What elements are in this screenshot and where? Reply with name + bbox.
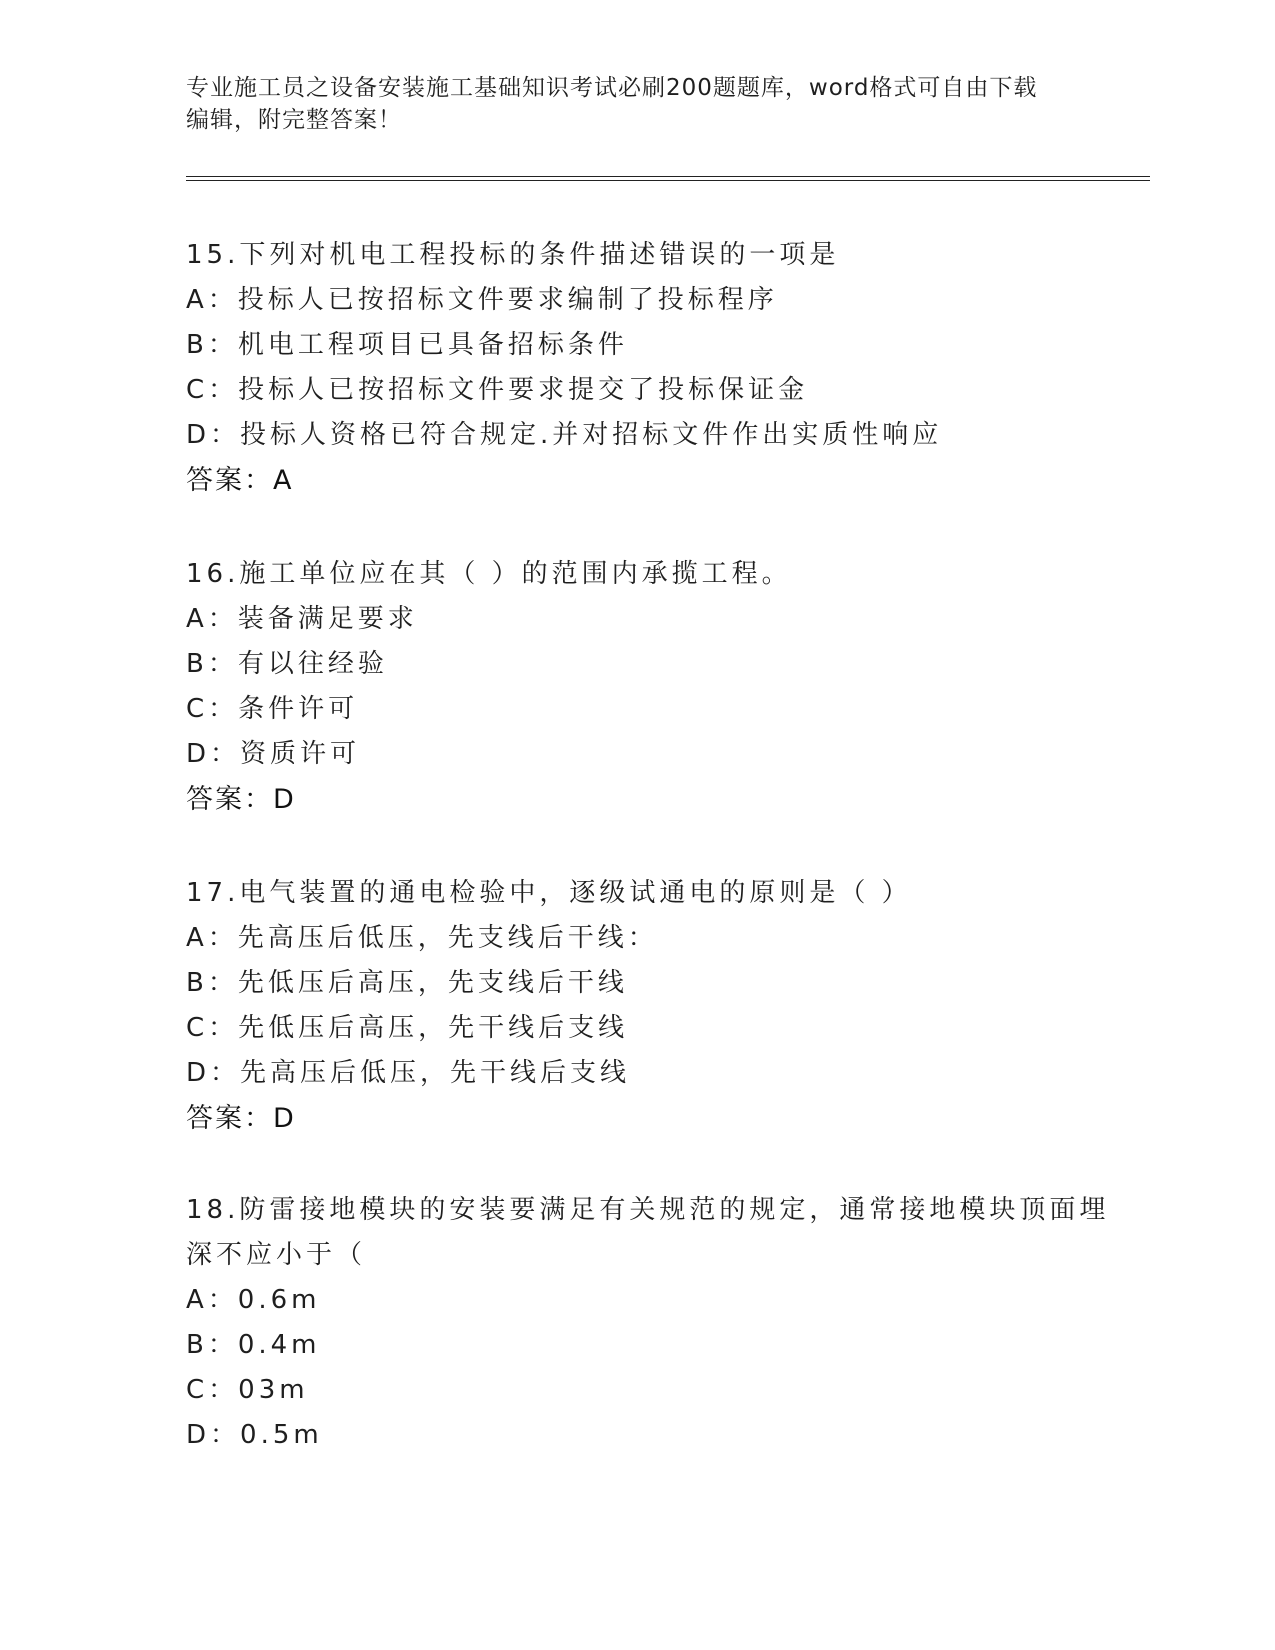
question-15 — [186, 233, 1086, 503]
question-stem-line-1: 18.防雷接地模块的安装要满足有关规范的规定，通常接地模块顶面埋 — [186, 1195, 1110, 1225]
option-b: B：先低压后高压，先支线后干线 — [186, 968, 628, 998]
option-d: D：投标人资格已符合规定.并对招标文件作出实质性响应 — [186, 420, 943, 450]
option-b: B：机电工程项目已具备招标条件 — [186, 330, 628, 360]
question-16 — [186, 552, 1086, 822]
question-stem: 15.下列对机电工程投标的条件描述错误的一项是 — [186, 240, 840, 270]
header-line-2: 编辑，附完整答案！ — [186, 107, 402, 133]
question-stem: 17.电气装置的通电检验中，逐级试通电的原则是（ ） — [186, 878, 912, 908]
question-stem: 16.施工单位应在其（ ）的范围内承揽工程。 — [186, 559, 792, 589]
answer-line: 答案：D — [186, 1103, 296, 1134]
document-header — [186, 72, 1076, 136]
option-c: C：03m — [186, 1375, 309, 1405]
answer-line: 答案：D — [186, 784, 296, 815]
option-a: A：投标人已按招标文件要求编制了投标程序 — [186, 285, 778, 315]
option-d: D：先高压后低压，先干线后支线 — [186, 1058, 631, 1088]
question-18 — [186, 1188, 1110, 1458]
option-b: B：有以往经验 — [186, 649, 388, 679]
header-divider-bottom — [186, 180, 1150, 181]
option-a: A：装备满足要求 — [186, 604, 418, 634]
option-d: D：0.5m — [186, 1420, 323, 1450]
option-d: D：资质许可 — [186, 739, 361, 769]
question-17 — [186, 871, 1086, 1141]
answer-line: 答案：A — [186, 465, 294, 496]
option-c: C：投标人已按招标文件要求提交了投标保证金 — [186, 375, 809, 405]
header-line-1: 专业施工员之设备安装施工基础知识考试必刷200题题库，word格式可自由下载 — [186, 75, 1038, 101]
header-divider-top — [186, 176, 1150, 177]
option-a: A：0.6m — [186, 1285, 321, 1315]
option-b: B：0.4m — [186, 1330, 321, 1360]
question-stem-line-2: 深不应小于（ — [186, 1240, 367, 1270]
option-c: C：先低压后高压，先干线后支线 — [186, 1013, 629, 1043]
option-a: A：先高压后低压，先支线后干线： — [186, 923, 658, 953]
option-c: C：条件许可 — [186, 694, 359, 724]
